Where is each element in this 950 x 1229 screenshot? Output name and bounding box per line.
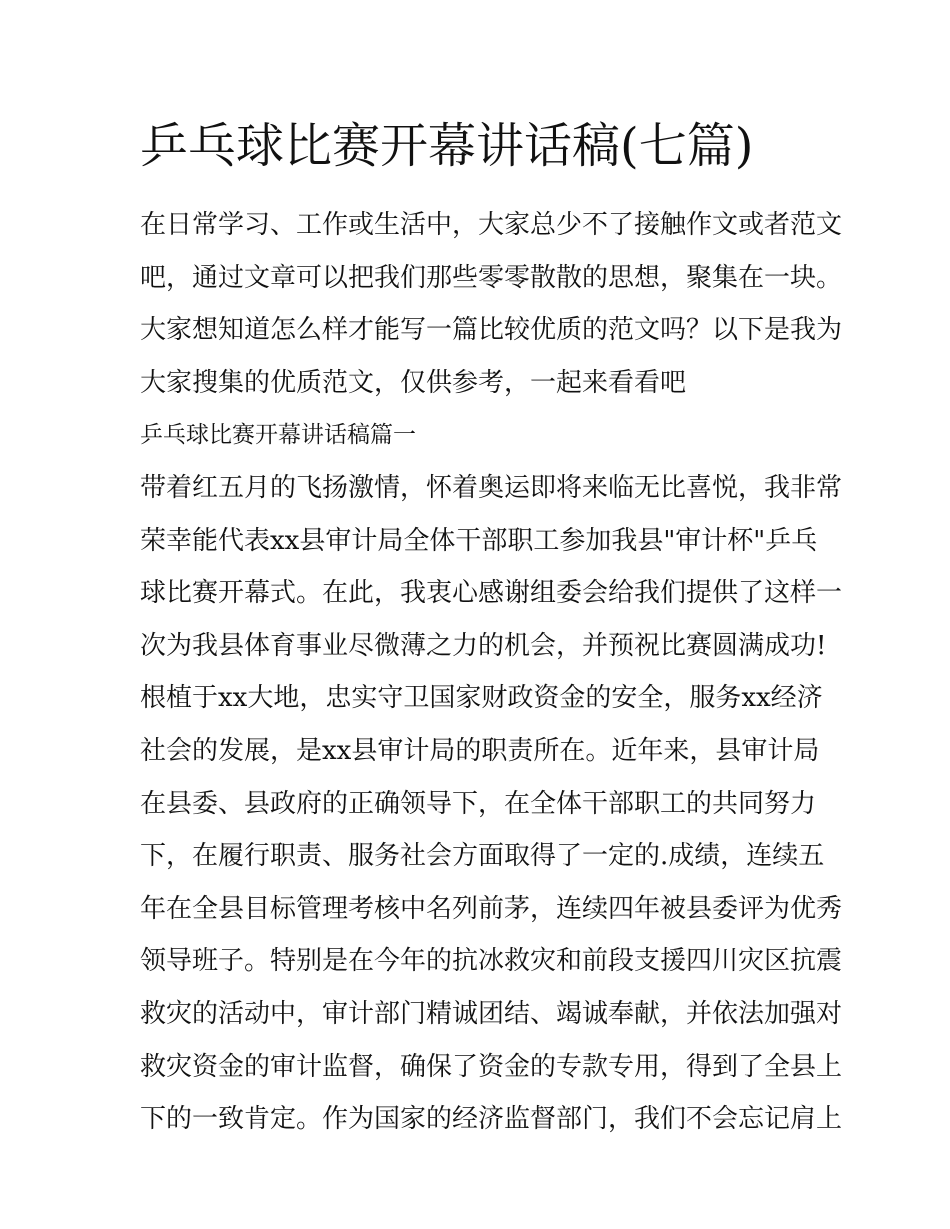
paragraph-line: 带着红五月的飞扬激情，怀着奥运即将来临无比喜悦，我非常: [140, 472, 843, 503]
paragraph-line: 吧，通过文章可以把我们那些零零散散的思想，聚集在一块。: [140, 262, 843, 293]
paragraph-line: 救灾资金的审计监督，确保了资金的专款专用，得到了全县上: [140, 1051, 843, 1082]
paragraph-line: 大家想知道怎么样才能写一篇比较优质的范文吗？以下是我为: [140, 315, 843, 346]
document-title: 乒乓球比赛开幕讲话稿(七篇): [140, 118, 754, 174]
paragraph-line: 在县委、县政府的正确领导下，在全体干部职工的共同努力: [140, 788, 817, 819]
document-body: [140, 199, 843, 1146]
paragraph-line: 社会的发展，是xx县审计局的职责所在。近年来，县审计局: [140, 735, 820, 766]
paragraph-line: 年在全县目标管理考核中名列前茅，连续四年被县委评为优秀: [140, 893, 843, 924]
paragraph-line: 领导班子。特别是在今年的抗冰救灾和前段支援四川灾区抗震: [140, 946, 843, 977]
paragraph-line: 下的一致肯定。作为国家的经济监督部门，我们不会忘记肩上: [140, 1104, 843, 1135]
paragraph-line: 荣幸能代表xx县审计局全体干部职工参加我县"审计杯"乒乓: [140, 525, 818, 556]
paragraph-line: 救灾的活动中，审计部门精诚团结、竭诚奉献，并依法加强对: [140, 998, 843, 1029]
paragraph-line: 在日常学习、工作或生活中，大家总少不了接触作文或者范文: [140, 210, 843, 240]
paragraph-line: 次为我县体育事业尽微薄之力的机会，并预祝比赛圆满成功!: [140, 630, 827, 661]
paragraph-line: 大家搜集的优质范文，仅供参考，一起来看看吧: [140, 367, 687, 398]
paragraph-line: 下，在履行职责、服务社会方面取得了一定的.成绩，连续五: [140, 841, 825, 872]
paragraph-line: 根植于xx大地，忠实守卫国家财政资金的安全，服务xx经济: [140, 683, 823, 714]
section-heading: 乒乓球比赛开幕讲话稿篇一: [140, 422, 416, 449]
paragraph-line: 球比赛开幕式。在此，我衷心感谢组委会给我们提供了这样一: [140, 578, 843, 609]
